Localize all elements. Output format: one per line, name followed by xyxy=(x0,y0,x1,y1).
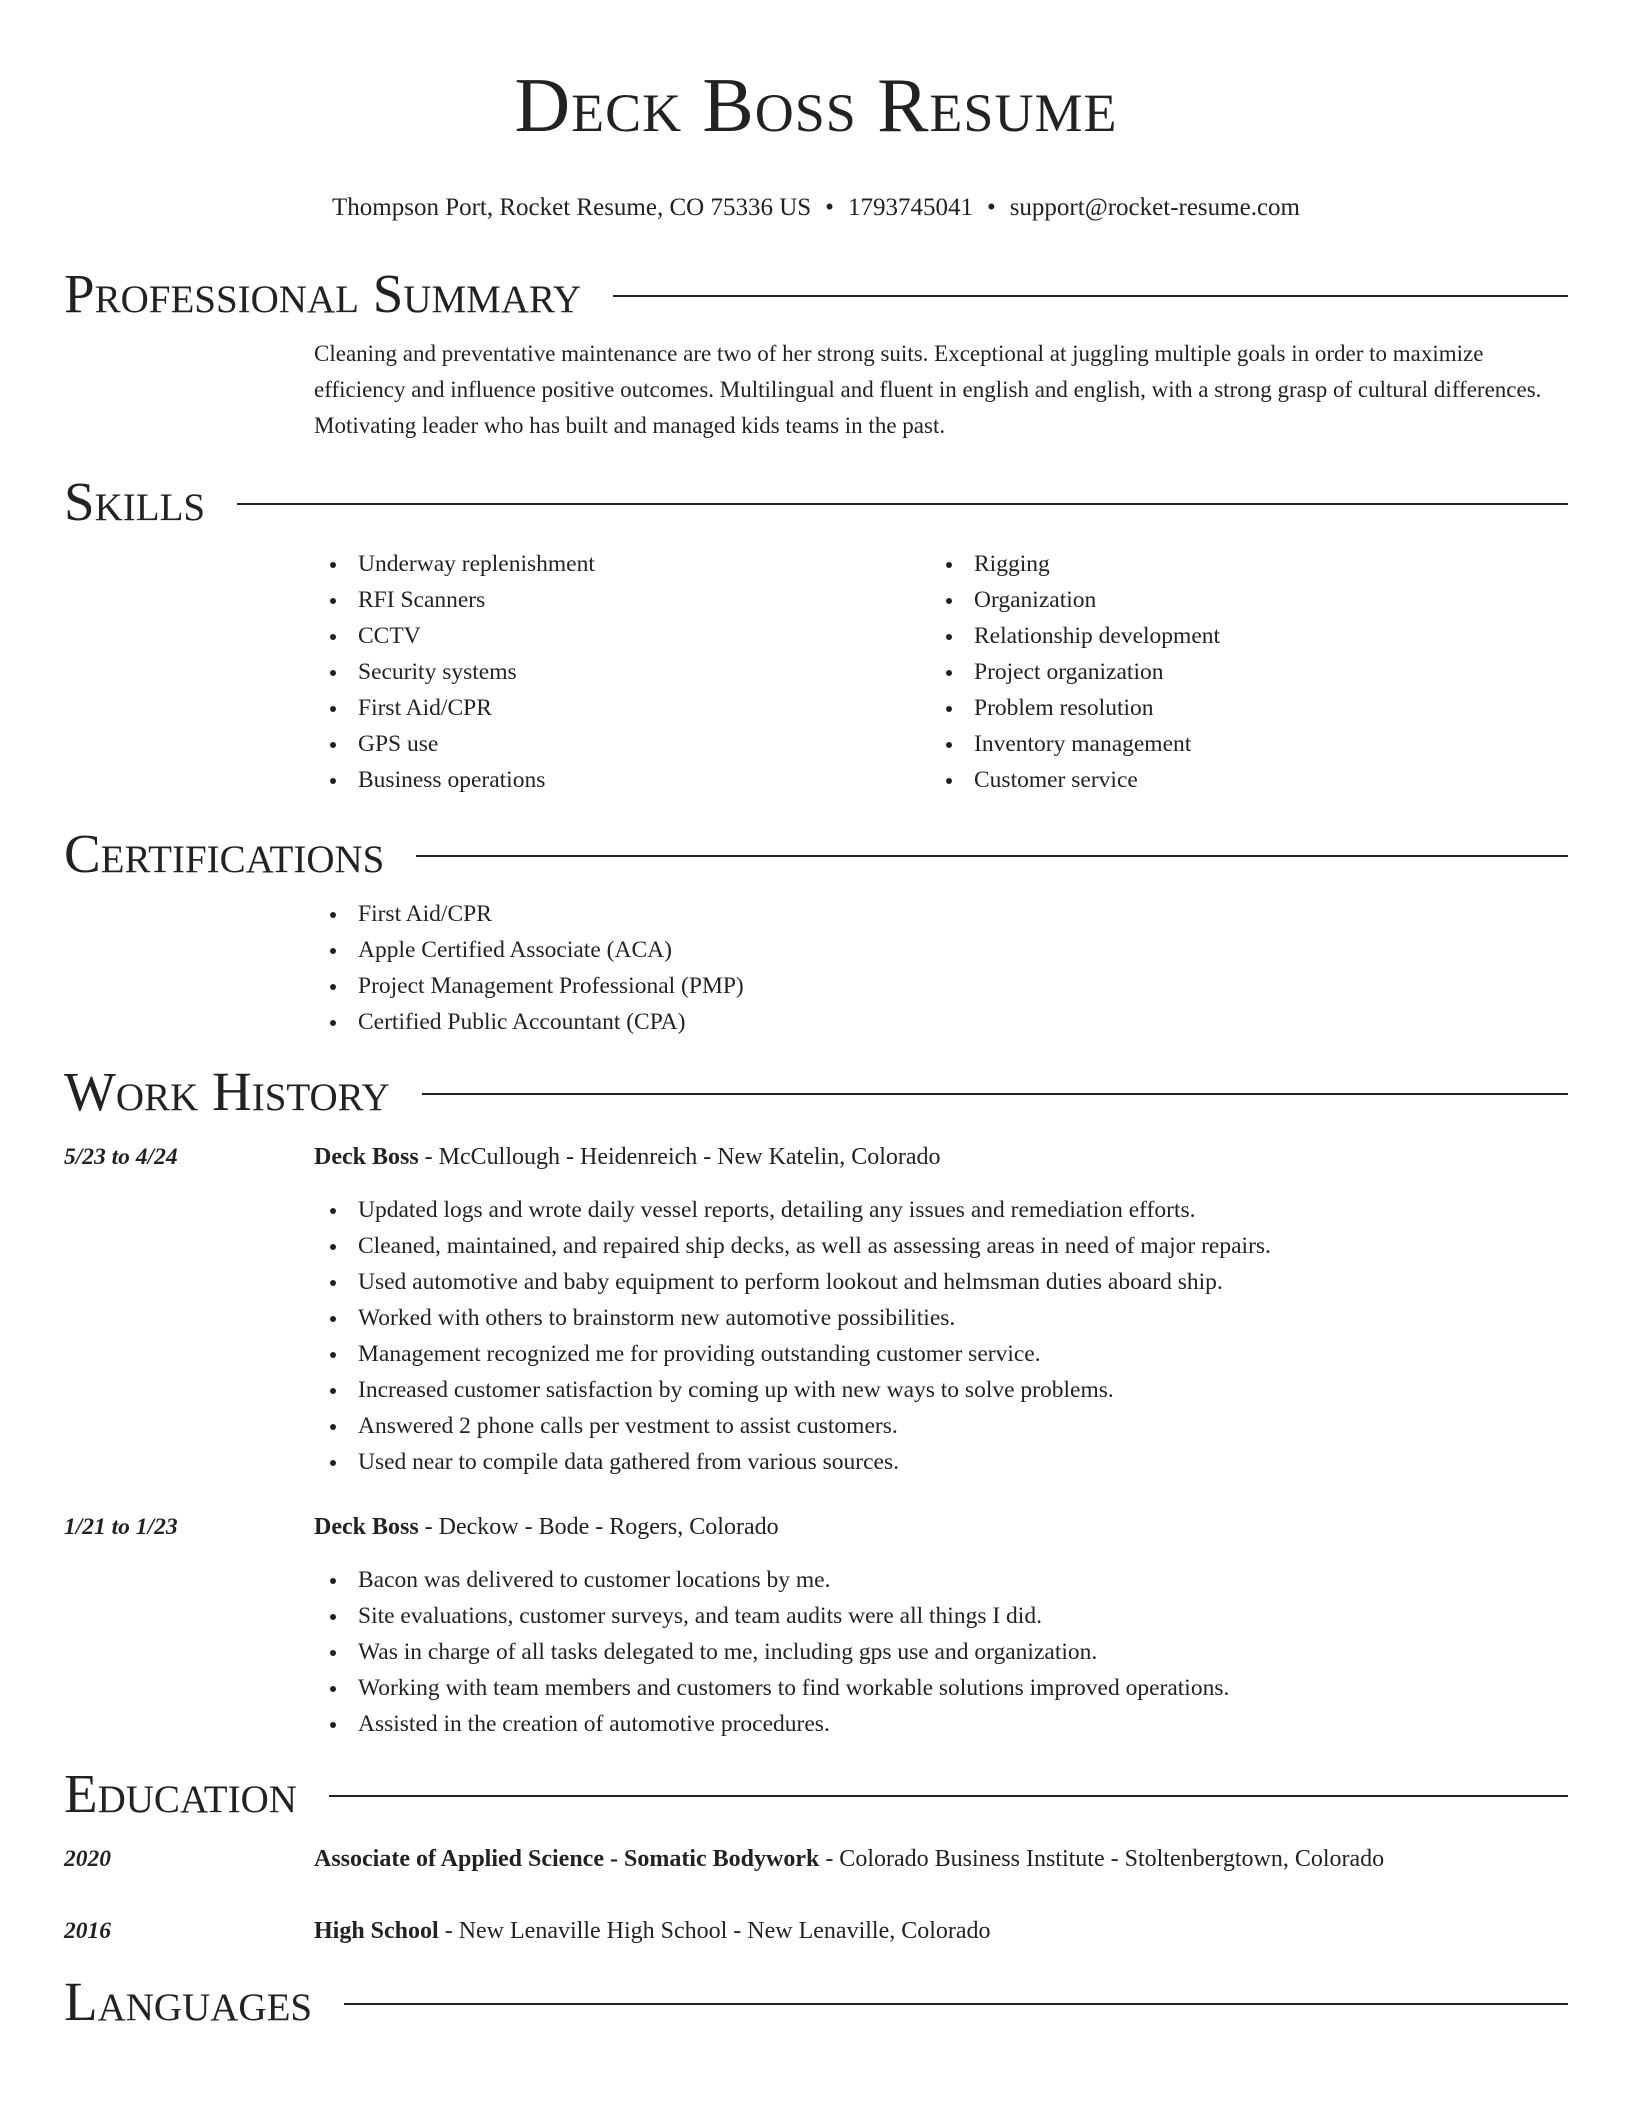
skill-item: First Aid/CPR xyxy=(314,690,930,726)
job-bullet: Working with team members and customers to find workable solutions improved operations. xyxy=(314,1670,1568,1706)
section-divider xyxy=(422,1093,1568,1095)
education-degree: Associate of Applied Science - Somatic Bodywork xyxy=(314,1846,820,1872)
languages-section xyxy=(64,1972,1568,2032)
section-divider xyxy=(613,295,1568,297)
certification-item: First Aid/CPR xyxy=(314,896,1568,932)
skill-item: Relationship development xyxy=(930,618,1546,654)
job-bullet: Bacon was delivered to customer locations by me. xyxy=(314,1562,1568,1598)
skill-item: Problem resolution xyxy=(930,690,1546,726)
summary-text: Cleaning and preventative maintenance are two of her strong suits. Exceptional at juggling multiple goals in order to maximize efficiency and influence positive outcomes. Multilingual and fluent in english and english, with a strong grasp of cultural differences. Motivating leader who has built and managed kids teams in the past. xyxy=(314,341,1542,438)
resume-title: Deck Boss Resume xyxy=(514,62,1118,148)
skills-section xyxy=(64,472,1568,798)
skill-item: RFI Scanners xyxy=(314,582,930,618)
job-bullet: Worked with others to brainstorm new automotive possibilities. xyxy=(314,1300,1568,1336)
skills-list-left xyxy=(314,546,930,798)
section-divider xyxy=(344,2003,1568,2005)
job-bullets xyxy=(314,1192,1568,1480)
education-year: 2020 xyxy=(64,1846,111,1872)
job-entry xyxy=(64,1140,1568,1480)
job-details: - McCullough - Heidenreich - New Katelin, Colorado xyxy=(418,1144,941,1170)
certifications-list xyxy=(314,896,1568,1040)
skill-item: Organization xyxy=(930,582,1546,618)
job-bullet: Cleaned, maintained, and repaired ship decks, as well as assessing areas in need of major repairs. xyxy=(314,1228,1568,1264)
job-entry xyxy=(64,1510,1568,1742)
certifications-section xyxy=(64,824,1568,1040)
certification-item: Apple Certified Associate (ACA) xyxy=(314,932,1568,968)
skill-item: Security systems xyxy=(314,654,930,690)
certification-item: Project Management Professional (PMP) xyxy=(314,968,1568,1004)
section-divider xyxy=(329,1795,1568,1797)
job-dates: 5/23 to 4/24 xyxy=(64,1144,178,1170)
job-dates: 1/21 to 1/23 xyxy=(64,1514,178,1540)
section-header xyxy=(64,1972,1568,2032)
skill-item: Project organization xyxy=(930,654,1546,690)
section-header xyxy=(64,1062,1568,1122)
contact-separator: • xyxy=(986,194,996,221)
education-year: 2016 xyxy=(64,1918,111,1944)
education-entry xyxy=(64,1914,1568,1948)
contact-address: Thompson Port, Rocket Resume, CO 75336 US xyxy=(332,194,812,221)
summary-section xyxy=(64,264,1568,444)
job-details: - Deckow - Bode - Rogers, Colorado xyxy=(418,1514,779,1540)
section-divider xyxy=(237,503,1568,505)
job-bullet: Used automotive and baby equipment to perform lookout and helmsman duties aboard ship. xyxy=(314,1264,1568,1300)
skill-item: Underway replenishment xyxy=(314,546,930,582)
certification-item: Certified Public Accountant (CPA) xyxy=(314,1004,1568,1040)
skill-item: Customer service xyxy=(930,762,1546,798)
job-heading xyxy=(314,1510,779,1544)
job-bullet: Was in charge of all tasks delegated to me, including gps use and organization. xyxy=(314,1634,1568,1670)
education-details: - New Lenaville High School - New Lenaville, Colorado xyxy=(438,1918,991,1944)
section-title-summary: Professional Summary xyxy=(64,263,582,324)
section-header xyxy=(64,264,1568,324)
skill-item: Inventory management xyxy=(930,726,1546,762)
contact-line xyxy=(0,192,1632,224)
job-role: Deck Boss xyxy=(314,1144,419,1170)
job-heading xyxy=(314,1140,941,1174)
education-heading xyxy=(314,1914,991,1948)
section-title-work-history: Work History xyxy=(64,1061,390,1122)
education-heading xyxy=(314,1842,1384,1876)
skill-item: Rigging xyxy=(930,546,1546,582)
section-divider xyxy=(416,855,1568,857)
section-header xyxy=(64,1764,1568,1824)
section-title-education: Education xyxy=(64,1763,297,1824)
skill-item: Business operations xyxy=(314,762,930,798)
job-bullets xyxy=(314,1562,1568,1742)
contact-phone: 1793745041 xyxy=(847,194,973,221)
education-entry xyxy=(64,1842,1568,1876)
job-role: Deck Boss xyxy=(314,1514,419,1540)
job-bullet: Assisted in the creation of automotive procedures. xyxy=(314,1706,1568,1742)
job-bullet: Increased customer satisfaction by coming up with new ways to solve problems. xyxy=(314,1372,1568,1408)
job-bullet: Updated logs and wrote daily vessel reports, detailing any issues and remediation efforts. xyxy=(314,1192,1568,1228)
section-header xyxy=(64,824,1568,884)
skill-item: CCTV xyxy=(314,618,930,654)
skill-item: GPS use xyxy=(314,726,930,762)
skills-grid xyxy=(314,546,1568,798)
job-bullet: Management recognized me for providing outstanding customer service. xyxy=(314,1336,1568,1372)
section-title-skills: Skills xyxy=(64,471,206,532)
work-history-section xyxy=(64,1062,1568,1742)
section-header xyxy=(64,472,1568,532)
contact-separator: • xyxy=(825,194,834,221)
education-degree: High School xyxy=(314,1918,439,1944)
section-title-languages: Languages xyxy=(64,1971,313,2032)
job-bullet: Used near to compile data gathered from various sources. xyxy=(314,1444,1568,1480)
education-details: - Colorado Business Institute - Stoltenbergtown, Colorado xyxy=(819,1846,1385,1872)
skills-list-right xyxy=(930,546,1546,798)
education-section xyxy=(64,1764,1568,1948)
job-bullet: Answered 2 phone calls per vestment to assist customers. xyxy=(314,1408,1568,1444)
job-bullet: Site evaluations, customer surveys, and team audits were all things I did. xyxy=(314,1598,1568,1634)
contact-email[interactable]: support@rocket-resume.com xyxy=(1009,194,1300,221)
section-title-certifications: Certifications xyxy=(64,823,385,884)
